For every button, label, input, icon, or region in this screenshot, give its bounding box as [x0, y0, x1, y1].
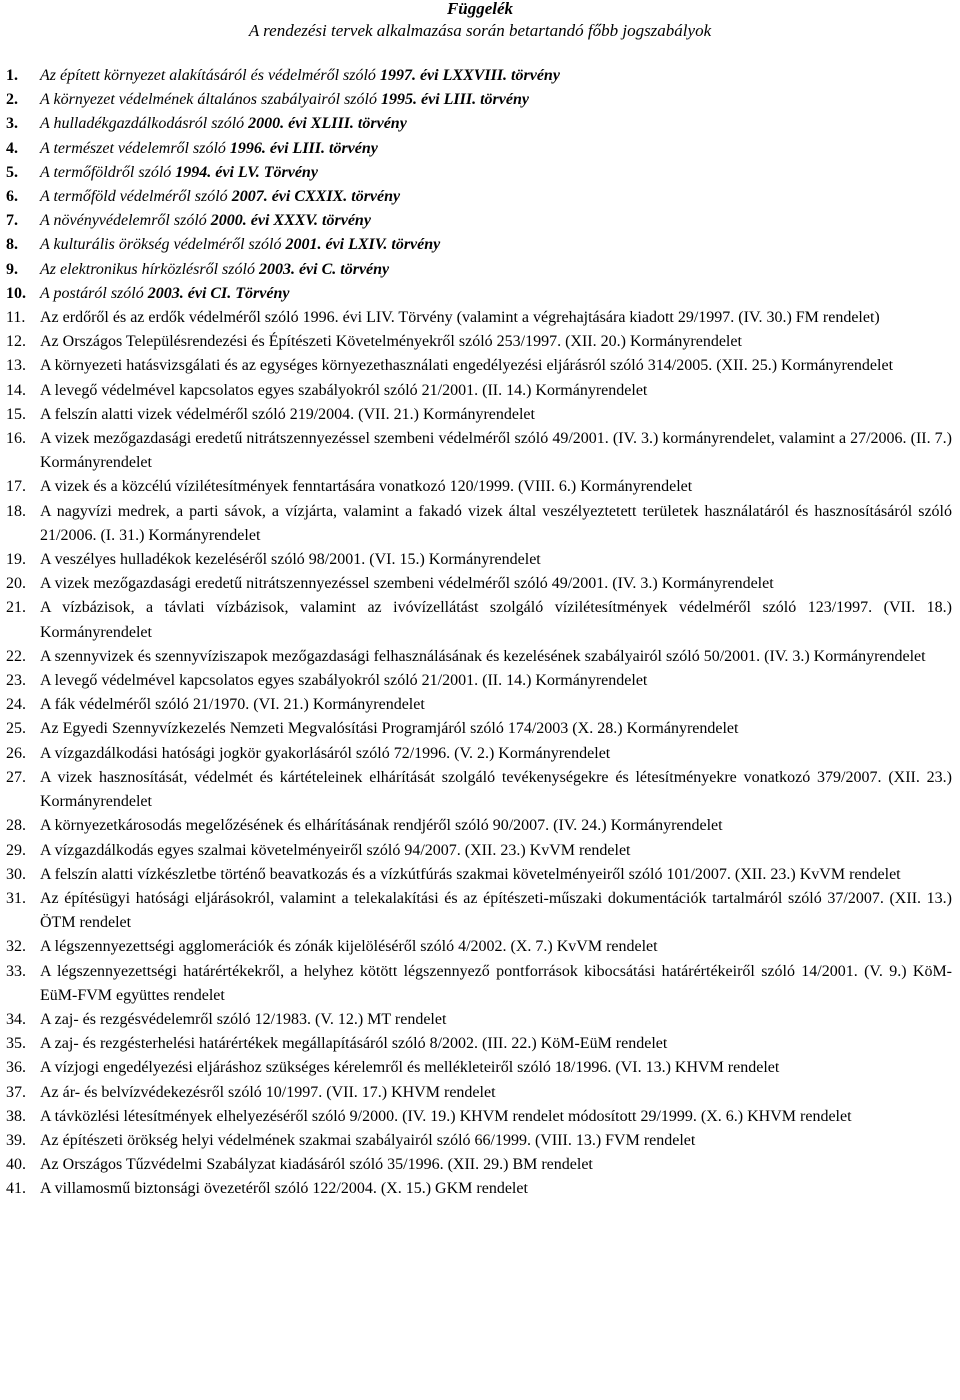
law-item-text: A vizek és a közcélú vízilétesítmények fenntartására vonatkozó 120/1999. (VIII. 6.) Kormányrendelet	[40, 478, 693, 496]
law-item-text: A zaj- és rezgésvédelemről szóló 12/1983. (V. 12.) MT rendelet	[40, 1010, 447, 1028]
law-item	[0, 306, 952, 330]
law-item-text: A vízgazdálkodási hatósági jogkör gyakorlásáról szóló 72/1996. (V. 2.) Kormányrendelet	[40, 744, 611, 762]
law-item-number: 21.	[6, 599, 26, 617]
law-item-number: 40.	[6, 1156, 26, 1174]
law-item	[0, 1032, 952, 1056]
law-item-number: 41.	[6, 1180, 26, 1198]
law-item	[0, 596, 952, 644]
law-item-title: A postáról szóló	[40, 284, 148, 302]
law-list	[0, 64, 952, 1202]
law-item	[0, 742, 952, 766]
law-item-text: A villamosmű biztonsági övezetéről szóló 122/2004. (X. 15.) GKM rendelet	[40, 1180, 528, 1198]
law-item-text: A nagyvízi medrek, a parti sávok, a vízjárta, valamint a fakadó vizek által veszélyeztetett területek használatáról és hasznosításáról szóló 21/2006. (I. 31.) Kormányrendelet	[40, 502, 952, 544]
law-item	[0, 1008, 952, 1032]
law-item-text: A vízjogi engedélyezési eljáráshoz szükséges kérelemről és mellékleteiről szóló 18/1996. (VI. 13.) KHVM rendelet	[40, 1059, 780, 1077]
law-item-text: A vizek mezőgazdasági eredetű nitrátszennyezéssel szembeni védelméről szóló 49/2001. (IV. 3.) kormányrendelet, valamint a 27/2006. (II. 7.) Kormányrendelet	[40, 430, 952, 472]
law-item	[0, 1105, 952, 1129]
law-item-title: A természet védelemről szóló	[40, 139, 230, 157]
law-item	[0, 645, 952, 669]
law-item-number: 14.	[6, 381, 26, 399]
law-item-number: 23.	[6, 672, 26, 690]
law-item-text: A vizek mezőgazdasági eredetű nitrátszennyezéssel szembeni védelméről szóló 49/2001. (IV. 3.) Kormányrendelet	[40, 575, 774, 593]
law-item	[0, 112, 952, 136]
law-item	[0, 548, 952, 572]
law-item-text: Az erdőről és az erdők védelméről szóló 1996. évi LIV. Törvény (valamint a végrehajtására kiadott 29/1997. (IV. 30.) FM rendelet)	[40, 309, 880, 327]
law-item-number: 35.	[6, 1035, 26, 1053]
law-item-number: 18.	[6, 502, 26, 520]
law-item-citation: 1997. évi LXXVIII. törvény	[379, 67, 560, 84]
law-item-number: 7.	[6, 212, 18, 230]
law-item-number: 26.	[6, 744, 26, 762]
law-item-text	[40, 64, 952, 88]
law-item	[0, 935, 952, 959]
law-item-text: A levegő védelmével kapcsolatos egyes szabályokról szóló 21/2001. (II. 14.) Kormányrendelet	[40, 672, 648, 690]
law-item-number: 9.	[6, 260, 18, 278]
law-item	[0, 258, 952, 282]
law-item-number: 13.	[6, 357, 26, 375]
law-item-text: A levegő védelmével kapcsolatos egyes szabályokról szóló 21/2001. (II. 14.) Kormányrendelet	[40, 381, 648, 399]
law-item-text: A környezeti hatásvizsgálati és az egységes környezethasználati engedélyezési eljárásról szóló 314/2005. (XII. 25.) Kormányrendelet	[40, 357, 894, 375]
page-header	[0, 0, 960, 42]
law-item-title: Az elektronikus hírközlésről szóló	[40, 260, 259, 278]
law-item	[0, 693, 952, 717]
law-item	[0, 500, 952, 548]
law-item-text	[40, 88, 952, 112]
law-item	[0, 1129, 952, 1153]
law-item-text: Az építészeti örökség helyi védelmének szakmai szabályairól szóló 66/1999. (VIII. 13.) FVM rendelet	[40, 1131, 696, 1149]
law-item-text: A távközlési létesítmények elhelyezéséről szóló 9/2000. (IV. 19.) KHVM rendelet módosított 29/1999. (X. 6.) KHVM rendelet	[40, 1107, 852, 1125]
law-item-number: 37.	[6, 1083, 26, 1101]
law-item-number: 10.	[6, 284, 26, 302]
law-item-number: 15.	[6, 405, 26, 423]
law-item	[0, 475, 952, 499]
law-item-citation: 2007. évi CXXIX. törvény	[231, 188, 401, 206]
law-item-text: A vizek hasznosítását, védelmét és kártételeinek elhárítását szolgáló tevékenységekre és létesítményekre vonatkozó 379/2007. (XII. 23.) Kormányrendelet	[40, 768, 952, 811]
law-item-number: 24.	[6, 696, 26, 714]
law-item-number: 29.	[6, 841, 26, 859]
law-item-text	[40, 161, 952, 185]
law-item-text: Az Országos Településrendezési és Építészeti Követelményekről szóló 253/1997. (XII. 20.) Kormányrendelet	[40, 333, 742, 351]
law-item-citation: 2001. évi LXIV. törvény	[285, 236, 441, 254]
law-item-text: A vízgazdálkodás egyes szalmai követelményeiről szóló 94/2007. (XII. 23.) KvVM rendelet	[40, 841, 631, 859]
law-item-text	[40, 233, 952, 257]
law-item	[0, 839, 952, 863]
law-item	[0, 282, 952, 306]
law-item-citation: 2000. évi XLIII. törvény	[248, 115, 407, 133]
law-item-number: 20.	[6, 575, 26, 593]
law-item-text: A vízbázisok, a távlati vízbázisok, valamint az ivóvízellátást szolgáló vízilétesítmények védelméről szóló 123/1997. (VII. 18.) Kormányrendelet	[40, 599, 952, 641]
law-item-text: A veszélyes hulladékok kezeléséről szóló 98/2001. (VI. 15.) Kormányrendelet	[40, 551, 541, 569]
law-item	[0, 354, 952, 378]
law-item-number: 22.	[6, 647, 26, 665]
law-item	[0, 330, 952, 354]
law-item-number: 16.	[6, 430, 26, 448]
law-item-text: A környezetkárosodás megelőzésének és elhárításának rendjéről szóló 90/2007. (IV. 24.) Kormányrendelet	[40, 817, 723, 835]
law-item	[0, 1081, 952, 1105]
law-item	[0, 88, 952, 112]
law-item-citation: 1995. évi LIII. törvény	[380, 91, 529, 109]
law-item-text: A felszín alatti vizek védelméről szóló 219/2004. (VII. 21.) Kormányrendelet	[40, 405, 535, 423]
law-item	[0, 64, 952, 88]
law-item-number: 19.	[6, 551, 26, 569]
law-item-number: 36.	[6, 1059, 26, 1077]
law-item-text	[40, 137, 952, 161]
law-item	[0, 887, 952, 935]
law-item-title: A környezet védelmének általános szabályairól szóló	[40, 91, 381, 109]
law-item	[0, 137, 952, 161]
law-item-text: A légszennyezettségi agglomerációk és zónák kijelöléséről szóló 4/2002. (X. 7.) KvVM rendelet	[40, 938, 658, 956]
law-item-title: A termőföldről szóló	[40, 163, 176, 181]
law-item-citation: 2000. évi XXXV. törvény	[210, 212, 371, 230]
law-item-number: 1.	[6, 67, 18, 84]
page-title: Függelék	[446, 0, 514, 18]
law-item-title: A kulturális örökség védelméről szóló	[40, 236, 286, 254]
law-item-title: A növényvédelemről szóló	[40, 212, 211, 230]
law-item-number: 4.	[6, 139, 18, 157]
law-item	[0, 766, 952, 814]
law-item	[0, 863, 952, 887]
law-item	[0, 814, 952, 838]
law-item-text: A szennyvizek és szennyvíziszapok mezőgazdasági felhasználásának és kezelésének szabályairól szóló 50/2001. (IV. 3.) Kormányrendelet	[40, 647, 926, 665]
law-item-number: 33.	[6, 962, 26, 980]
law-item-text: A felszín alatti vízkészletbe történő beavatkozás és a vízkútfúrás szakmai követelményeiről szóló 101/2007. (XII. 23.) KvVM rendelet	[40, 865, 901, 883]
law-item	[0, 669, 952, 693]
law-item-number: 32.	[6, 938, 26, 956]
law-item	[0, 1056, 952, 1080]
law-item-citation: 1996. évi LIII. törvény	[229, 139, 378, 157]
law-item-number: 30.	[6, 865, 26, 883]
law-item	[0, 717, 952, 741]
law-item-number: 12.	[6, 333, 26, 351]
law-item-number: 28.	[6, 817, 26, 835]
law-item	[0, 161, 952, 185]
law-item-title: Az épített környezet alakításáról és védelméről szóló	[40, 67, 380, 84]
law-item-number: 31.	[6, 889, 26, 907]
law-item-citation: 1994. évi LV. Törvény	[175, 163, 318, 181]
law-item-text: Az építésügyi hatósági eljárásokról, valamint a telekalakítási és az építészeti-műszaki dokumentációk tartalmáról szóló 37/2007. (XII. 13.) ÖTM rendelet	[40, 889, 952, 932]
law-item	[0, 185, 952, 209]
law-item-number: 11.	[6, 309, 26, 327]
law-item	[0, 233, 952, 257]
law-item	[0, 427, 952, 475]
law-item-text: Az Egyedi Szennyvízkezelés Nemzeti Megvalósítási Programjáról szóló 174/2003 (X. 28.) Kormányrendelet	[40, 720, 739, 738]
law-item-number: 17.	[6, 478, 26, 496]
law-item-number: 8.	[6, 236, 18, 254]
law-item-text	[40, 209, 952, 233]
law-item-text	[40, 112, 952, 136]
law-item-text	[40, 185, 952, 209]
law-item-citation: 2003. évi C. törvény	[258, 260, 390, 278]
law-item-text	[40, 282, 952, 306]
law-item-text: Az ár- és belvízvédekezésről szóló 10/1997. (VII. 17.) KHVM rendelet	[40, 1083, 496, 1101]
page-subtitle: A rendezési tervek alkalmazása során betartandó főbb jogszabályok	[248, 21, 712, 40]
law-item	[0, 1177, 952, 1201]
law-item	[0, 403, 952, 427]
law-item-text: A zaj- és rezgésterhelési határértékek megállapításáról szóló 8/2002. (III. 22.) KöM-EüM rendelet	[40, 1035, 668, 1053]
law-item	[0, 572, 952, 596]
law-item-text: Az Országos Tűzvédelmi Szabályzat kiadásáról szóló 35/1996. (XII. 29.) BM rendelet	[40, 1156, 593, 1174]
law-item-number: 38.	[6, 1107, 26, 1125]
law-item-number: 6.	[6, 188, 18, 206]
law-item-number: 39.	[6, 1131, 26, 1149]
law-item-number: 5.	[6, 163, 18, 181]
law-item	[0, 960, 952, 1008]
law-item-title: A termőföld védelméről szóló	[40, 188, 232, 206]
law-item-number: 3.	[6, 115, 18, 133]
law-item-text	[40, 258, 952, 282]
law-item-text: A fák védelméről szóló 21/1970. (VI. 21.) Kormányrendelet	[40, 696, 425, 714]
law-item-number: 2.	[6, 91, 18, 109]
law-item	[0, 1153, 952, 1177]
law-item	[0, 209, 952, 233]
law-item-citation: 2003. évi CI. Törvény	[147, 284, 290, 302]
law-item-title: A hulladékgazdálkodásról szóló	[40, 115, 249, 133]
law-item-number: 27.	[6, 768, 26, 786]
law-item-number: 34.	[6, 1010, 26, 1028]
law-item-number: 25.	[6, 720, 26, 738]
law-item	[0, 379, 952, 403]
law-item-text: A légszennyezettségi határértékekről, a helyhez kötött légszennyező pontforrások kibocsátási határértékeiről szóló 14/2001. (V. 9.) KöM-EüM-FVM együttes rendelet	[40, 962, 952, 1004]
